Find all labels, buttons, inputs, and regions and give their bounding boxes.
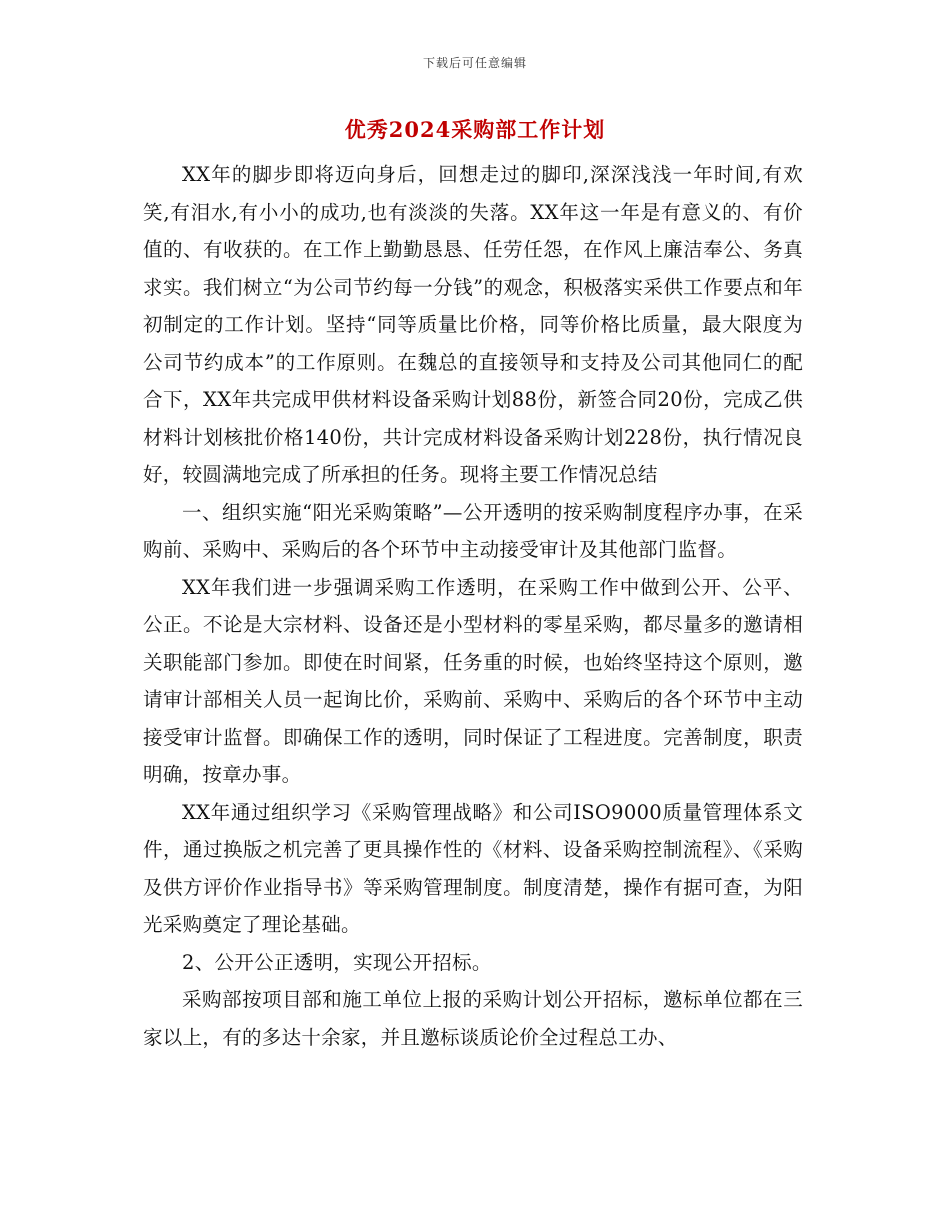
paragraph: XX年通过组织学习《采购管理战略》和公司ISO9000质量管理体系文件，通过换版之机完善了更具操作性的《材料、设备采购控制流程》、《采购及供方评价作业指导书》等采购管理制度。制度清楚，操作有据可查，为阳光采购奠定了理论基础。 (143, 800, 803, 936)
paragraph: XX年我们进一步强调采购工作透明，在采购工作中做到公开、公平、公正。不论是大宗材料、设备还是小型材料的零星采购，都尽量多的邀请相关职能部门参加。即使在时间紧，任务重的时候，也始终坚持这个原则，邀请审计部相关人员一起询比价，采购前、采购中、采购后的各个环节中主动接受审计监督。即确保工作的透明，同时保证了工程进度。完善制度，职责明确，按章办事。 (143, 575, 803, 786)
document-title: 优秀2024采购部工作计划 (344, 117, 606, 142)
document-body (143, 156, 803, 1056)
header-note: 下载后可任意编辑 (422, 56, 527, 70)
paragraph: 2、公开公正透明，实现公开招标。 (182, 950, 492, 974)
paragraph: 采购部按项目部和施工单位上报的采购计划公开招标，邀标单位都在三家以上，有的多达十余家，并且邀标谈质论价全过程总工办、 (143, 988, 803, 1049)
paragraph: 一、组织实施“阳光采购策略”—公开透明的按采购制度程序办事，在采购前、采购中、采购后的各个环节中主动接受审计及其他部门监督。 (143, 500, 803, 561)
paragraph: XX年的脚步即将迈向身后，回想走过的脚印,深深浅浅一年时间,有欢笑,有泪水,有小小的成功,也有淡淡的失落。XX年这一年是有意义的、有价值的、有收获的。在工作上勤勤恳恳、任劳任怨，在作风上廉洁奉公、务真求实。我们树立“为公司节约每一分钱”的观念，积极落实采供工作要点和年初制定的工作计划。坚持“同等质量比价格，同等价格比质量，最大限度为公司节约成本”的工作原则。在魏总的直接领导和支持及公司其他同仁的配合下，XX年共完成甲供材料设备采购计划88份，新签合同20份，完成乙供材料计划核批价格140份，共计完成材料设备采购计划228份，执行情况良好，较圆满地完成了所承担的任务。现将主要工作情况总结 (143, 163, 803, 486)
